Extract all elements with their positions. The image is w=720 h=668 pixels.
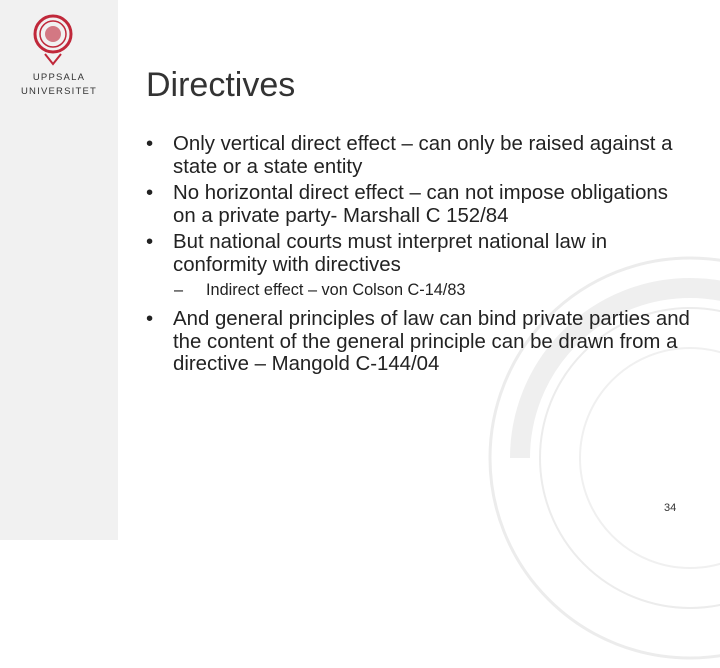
bullet-item	[146, 133, 696, 178]
bullet-text: And general principles of law can bind private parties and the content of the general principle can be drawn from a directive – Mangold C-144/04	[173, 308, 690, 375]
sub-bullet-item	[146, 280, 696, 300]
bullet-text: But national courts must interpret national law in conformity with directives	[173, 231, 608, 276]
bullet-item	[146, 231, 696, 276]
sidebar	[0, 0, 118, 540]
logo-text-line2: UNIVERSITET	[20, 86, 97, 97]
bullet-marker: •	[146, 308, 154, 330]
page-number: 34	[664, 502, 677, 514]
bullet-item	[146, 182, 696, 227]
bullet-text: No horizontal direct effect – can not impose obligations on a private party- Marshall C 152/84	[173, 182, 668, 227]
bullet-text: Only vertical direct effect – can only be raised against a state or a state entity	[173, 133, 673, 178]
bullet-marker: •	[146, 231, 154, 253]
bullet-marker: •	[146, 182, 154, 204]
sub-bullet-text: Indirect effect – von Colson C-14/83	[206, 281, 466, 299]
university-seal-icon	[33, 14, 73, 66]
sub-bullet-marker: –	[174, 281, 184, 299]
bullet-list	[146, 133, 696, 380]
slide-title: Directives	[146, 66, 296, 104]
bullet-item	[146, 308, 696, 376]
bullet-marker: •	[146, 133, 154, 155]
logo-text-line1: UPPSALA	[32, 72, 86, 83]
